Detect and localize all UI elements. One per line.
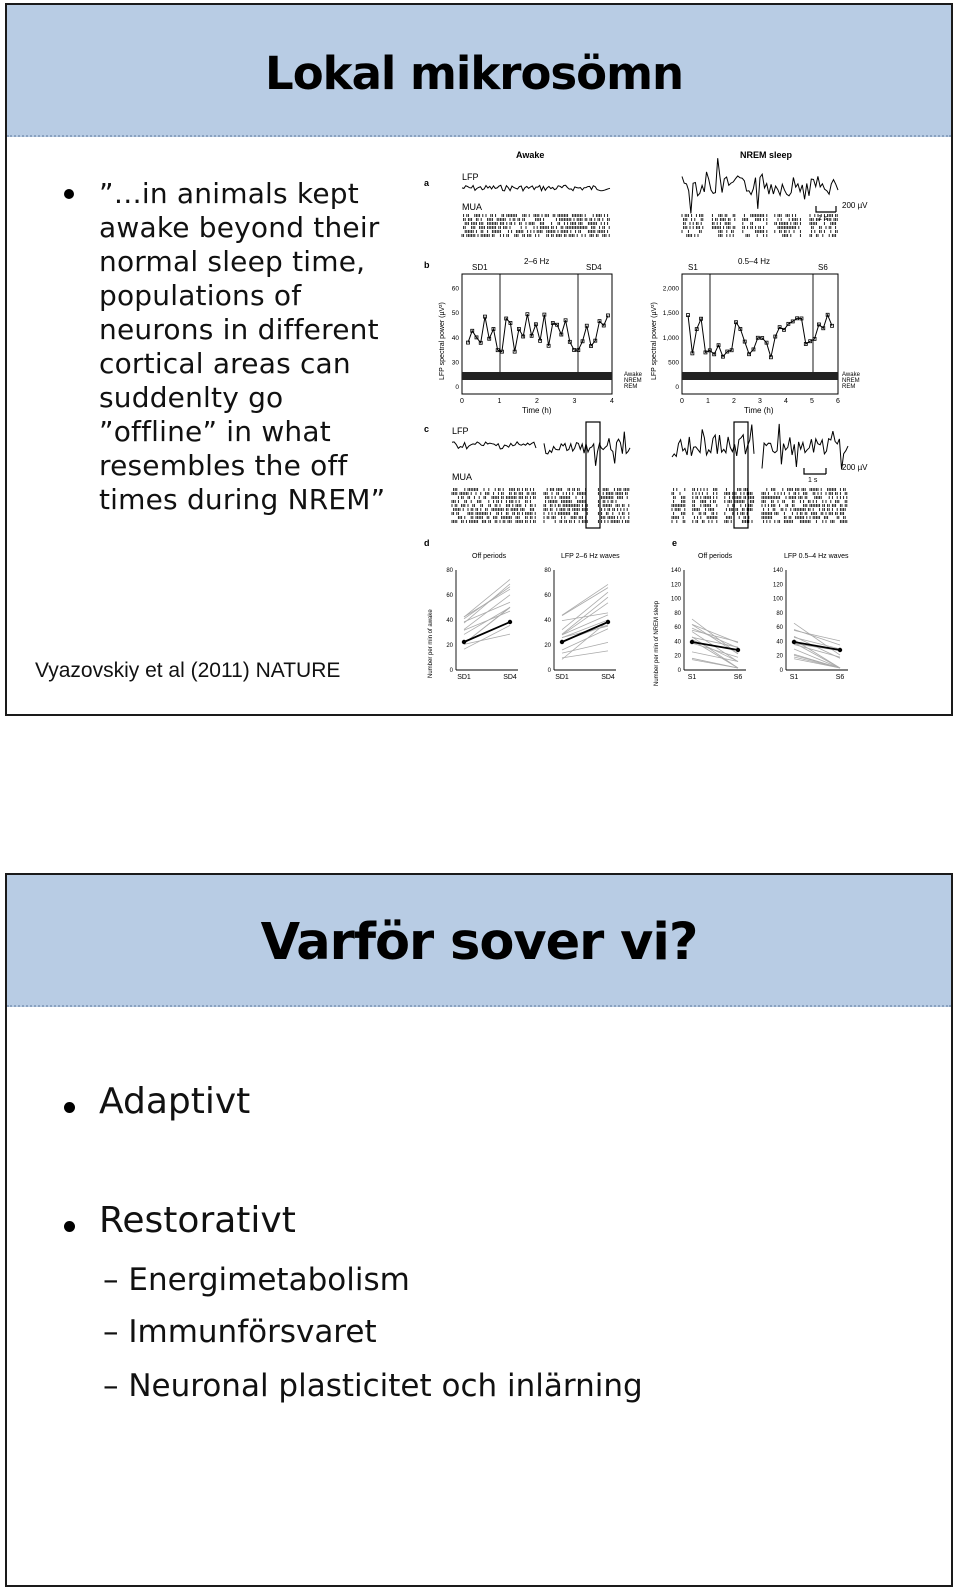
lfp-trace-nrem: [682, 158, 838, 213]
b-left-xtick: 3: [572, 398, 577, 405]
bullet-adaptivt: Adaptivt: [99, 1081, 251, 1122]
sub-bullet-3: [103, 1368, 643, 1404]
b-right-xtick: 0: [680, 398, 684, 405]
e-waves-xtick: S1: [789, 674, 799, 681]
d-off-mean-point: [462, 640, 466, 644]
sub-bullet-1: [103, 1262, 410, 1298]
fig-s1-label: S1: [688, 263, 698, 272]
e-waves-ytick: 100: [772, 596, 783, 603]
e-off-xtick: S1: [687, 674, 697, 681]
title-bar: [7, 5, 951, 137]
b-right-ytick: 0: [675, 384, 679, 391]
b-right-xtick: 4: [784, 398, 788, 405]
b-right-ytick: 500: [668, 359, 679, 367]
bullet-icon: [64, 189, 74, 199]
e-off-periods-title: Off periods: [698, 553, 733, 560]
e-off-ytick: 20: [674, 653, 681, 660]
state-nrem-left: NREM: [624, 378, 642, 384]
bullet-icon: [64, 1102, 75, 1113]
mua-raster-c-awake: [452, 488, 629, 523]
research-figure: [418, 140, 888, 688]
mua-raster-c-nrem: [672, 488, 847, 523]
e-off-ytick: 40: [674, 639, 681, 646]
d-off-ytick: 40: [446, 618, 453, 624]
lfp-trace-awake: [462, 185, 610, 191]
fig-sd4-label: SD4: [586, 263, 602, 272]
d-waves-pair-line: [562, 621, 608, 659]
lfp-trace-c-awake: [452, 432, 630, 466]
b-right-xtick: 6: [836, 398, 840, 405]
e-off-mean-point: [690, 640, 694, 644]
panel-a-label: a: [424, 178, 430, 188]
fig-mua-label-c: MUA: [452, 472, 472, 482]
ylabel-e: Number per min of NREM sleep: [654, 600, 660, 686]
ylabel-b-left: LFP spectral power (µV²): [439, 302, 446, 380]
ylabel-d: Number per min of awake: [428, 609, 434, 678]
quote-bullet: ”…in animals kept awake beyond their normal sleep time, populations of neurons in different cortical areas can suddenlty go ”offline” in what resembles the off times during NREM”: [99, 177, 386, 516]
state-bar: [682, 372, 838, 380]
b-left-ytick: 60: [451, 285, 459, 293]
scale-uv-c: 200 µV: [842, 463, 868, 472]
sub-bullet-2: [103, 1314, 377, 1350]
d-off-xtick: SD1: [457, 674, 471, 681]
scale-uv-a: 200 µV: [842, 201, 868, 210]
d-waves-pair-line: [562, 603, 608, 635]
b-right-xtick: 2: [732, 398, 736, 405]
e-off-xtick: S6: [733, 674, 743, 681]
d-off-xtick: SD4: [503, 674, 517, 681]
b-left-ytick: 50: [451, 310, 459, 318]
d-off-pair-line: [464, 625, 510, 649]
fig-sd1-label: SD1: [472, 263, 488, 272]
e-waves-mean-point: [792, 640, 796, 644]
d-off-ytick: 60: [446, 593, 453, 599]
d-waves-ytick: 80: [544, 568, 551, 574]
mua-raster-nrem: [682, 214, 837, 237]
fig-mua-label-a: MUA: [462, 202, 482, 212]
slide-2: [5, 873, 953, 1587]
state-bar: [462, 372, 612, 380]
d-waves-pair-line: [562, 613, 608, 621]
panel-c-label: c: [424, 424, 430, 434]
d-waves-xtick: SD1: [555, 674, 569, 681]
d-off-ytick: 20: [446, 643, 453, 649]
e-waves-ytick: 60: [776, 625, 783, 632]
b-left-ytick: 40: [451, 334, 459, 342]
state-rem-right: REM: [842, 384, 856, 390]
slide-1: [5, 3, 953, 716]
lfp-trace-line: [672, 425, 754, 457]
lfp-trace-line: [452, 442, 536, 449]
e-lfp-waves-title: LFP 0.5–4 Hz waves: [784, 553, 849, 560]
d-off-ytick: 0: [449, 668, 453, 674]
dash-icon: –: [103, 1262, 119, 1298]
xlabel-time-left: Time (h): [522, 406, 552, 415]
dash-icon: –: [103, 1314, 119, 1350]
d-waves-ytick: 20: [544, 643, 551, 649]
b-right-xtick: 5: [810, 398, 814, 405]
fig-awake-label: Awake: [516, 150, 545, 160]
dash-icon: –: [103, 1368, 119, 1404]
e-off-ytick: 120: [670, 582, 681, 589]
state-rem-left: REM: [624, 384, 638, 390]
d-off-mean-point: [508, 620, 512, 624]
state-awake-left: Awake: [624, 372, 642, 378]
bullet-icon: [64, 1221, 75, 1232]
e-waves-ytick: 140: [772, 568, 783, 574]
scale-1s-a: 1 s: [818, 215, 828, 222]
b-right-ytick: 1,500: [662, 310, 679, 318]
fig-lfp-label-a: LFP: [462, 172, 479, 182]
b-right-ytick: 2,000: [662, 285, 679, 293]
b-left-ytick: 0: [455, 384, 459, 391]
state-nrem-right: NREM: [842, 378, 860, 384]
e-off-ytick: 60: [674, 625, 681, 632]
slide-title: Lokal mikrosömn: [265, 47, 683, 100]
b-left-xtick: 4: [610, 398, 614, 405]
scale-bar-c: [804, 468, 826, 474]
b-left-xtick: 2: [535, 398, 539, 405]
citation: Vyazovskiy et al (2011) NATURE: [35, 659, 341, 682]
d-lfp-waves-title: LFP 2–6 Hz waves: [561, 553, 620, 560]
panel-d-label: d: [424, 538, 430, 548]
b-left-line: [468, 314, 608, 352]
d-waves-ytick: 0: [547, 668, 551, 674]
e-off-ytick: 80: [674, 610, 681, 617]
scale-1s-c: 1 s: [808, 477, 818, 484]
slide-title: Varför sover vi?: [260, 913, 698, 972]
d-off-periods-title: Off periods: [472, 553, 507, 560]
b-right-xtick: 3: [758, 398, 762, 405]
lfp-trace-c-nrem: [672, 424, 848, 470]
b-left-xtick: 0: [460, 398, 464, 405]
d-waves-xtick: SD4: [601, 674, 615, 681]
scale-bar-a: [816, 206, 836, 212]
state-awake-right: Awake: [842, 372, 860, 378]
e-waves-ytick: 120: [772, 582, 783, 589]
e-waves-xtick: S6: [835, 674, 845, 681]
panel-b-right-series: [682, 274, 838, 380]
b-right-xtick: 1: [706, 398, 710, 405]
b-right-ytick: 1,000: [662, 334, 679, 342]
d-waves-ytick: 60: [544, 593, 551, 599]
ylabel-b-right: LFP spectral power (µV²): [651, 302, 658, 380]
lfp-trace-line: [762, 424, 848, 470]
sub-bullet-text: Immunförsvaret: [128, 1314, 377, 1350]
b-left-xtick: 1: [497, 398, 502, 405]
b-left-ytick: 30: [451, 359, 459, 367]
fig-band-05-4: 0.5–4 Hz: [738, 257, 771, 266]
lfp-trace-line: [462, 185, 610, 191]
panel-e-label: e: [672, 538, 678, 548]
d-waves-mean-point: [560, 640, 564, 644]
e-off-mean-point: [736, 648, 740, 652]
lfp-trace-line: [682, 158, 838, 213]
e-waves-ytick: 40: [776, 639, 783, 646]
sub-bullet-text: Energimetabolism: [128, 1262, 410, 1298]
e-off-pair-line: [692, 624, 738, 642]
e-off-ytick: 0: [677, 668, 681, 674]
e-waves-mean-point: [838, 648, 842, 652]
e-waves-ytick: 20: [776, 653, 783, 660]
lfp-trace-line: [544, 432, 630, 466]
highlight-box-left: [586, 422, 600, 528]
xlabel-time-right: Time (h): [744, 406, 774, 415]
d-waves-ytick: 40: [544, 618, 551, 624]
bullet-restorativt: Restorativt: [99, 1200, 296, 1241]
d-waves-mean-point: [606, 620, 610, 624]
sub-bullet-text: Neuronal plasticitet och inlärning: [128, 1368, 643, 1404]
panel-b-label: b: [424, 260, 430, 270]
fig-nrem-label: NREM sleep: [740, 150, 793, 160]
panel-d-e-plots: [446, 568, 848, 681]
panel-b-left-series: [462, 274, 612, 380]
d-off-ytick: 80: [446, 568, 453, 574]
fig-lfp-label-c: LFP: [452, 426, 469, 436]
fig-band-2-6: 2–6 Hz: [524, 257, 550, 266]
fig-s6-label: S6: [818, 263, 828, 272]
e-waves-ytick: 0: [779, 668, 783, 674]
mua-raster-awake: [462, 214, 609, 237]
e-off-ytick: 140: [670, 568, 681, 574]
e-off-ytick: 100: [670, 596, 681, 603]
e-waves-ytick: 80: [776, 610, 783, 617]
title-bar: [7, 875, 951, 1007]
